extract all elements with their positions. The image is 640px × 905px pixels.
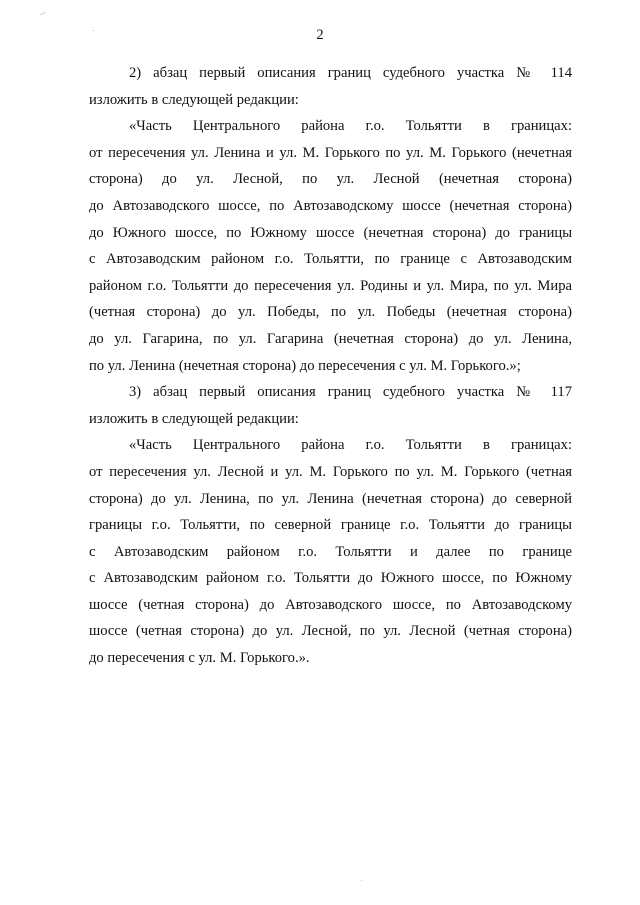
- quote-114-line: по ул. Ленина (нечетная сторона) до пересечения с ул. М. Горького.»;: [89, 357, 521, 374]
- quote-117-line: до пересечения с ул. М. Горького.».: [89, 650, 310, 667]
- quote-114-line: до ул. Гагарина, по ул. Гагарина (нечетная сторона) до ул. Ленина,: [89, 330, 572, 347]
- scan-speck: [361, 880, 362, 881]
- quote-114-line: районом г.о. Тольятти до пересечения ул. Родины и ул. Мира, по ул. Мира: [89, 277, 572, 294]
- quote-117-line: с Автозаводским районом г.о. Тольятти до Южного шоссе, по Южному: [89, 570, 572, 587]
- paragraph-item-117-line: 3) абзац первый описания границ судебного участка № 117: [129, 384, 572, 401]
- scan-artifact-mark: [40, 12, 46, 15]
- paragraph-item-114-line: изложить в следующей редакции:: [89, 91, 299, 108]
- quote-114-line: (четная сторона) до ул. Победы, по ул. Победы (нечетная сторона): [89, 304, 572, 321]
- page-number: 2: [316, 27, 324, 43]
- quote-114-line: с Автозаводским районом г.о. Тольятти, по границе с Автозаводским: [89, 251, 572, 268]
- quote-117-line: от пересечения ул. Лесной и ул. М. Горького по ул. М. Горького (четная: [89, 463, 572, 480]
- quote-114-line: до Южного шоссе, по Южному шоссе (нечетная сторона) до границы: [89, 224, 572, 241]
- quote-117-line: «Часть Центрального района г.о. Тольятти в границах:: [129, 437, 572, 454]
- paragraph-item-114-line: 2) абзац первый описания границ судебного участка № 114: [129, 65, 572, 81]
- quote-117-line: с Автозаводским районом г.о. Тольятти и далее по границе: [89, 543, 572, 560]
- quote-114-line: до Автозаводского шоссе, по Автозаводскому шоссе (нечетная сторона): [89, 197, 572, 214]
- quote-117-line: сторона) до ул. Ленина, по ул. Ленина (нечетная сторона) до северной: [89, 490, 572, 507]
- scan-speck: [93, 30, 94, 31]
- quote-117-line: границы г.о. Тольятти, по северной границе г.о. Тольятти до границы: [89, 517, 572, 534]
- quote-117-line: шоссе (четная сторона) до ул. Лесной, по ул. Лесной (четная сторона): [89, 623, 572, 640]
- quote-114-line: от пересечения ул. Ленина и ул. М. Горького по ул. М. Горького (нечетная: [89, 144, 572, 161]
- quote-114-line: сторона) до ул. Лесной, по ул. Лесной (нечетная сторона): [89, 171, 572, 188]
- document-body: [89, 60, 572, 672]
- paragraph-item-117-line: изложить в следующей редакции:: [89, 410, 299, 427]
- quote-114-line: «Часть Центрального района г.о. Тольятти в границах:: [129, 118, 572, 135]
- quote-117-line: шоссе (четная сторона) до Автозаводского шоссе, по Автозаводскому: [89, 596, 572, 613]
